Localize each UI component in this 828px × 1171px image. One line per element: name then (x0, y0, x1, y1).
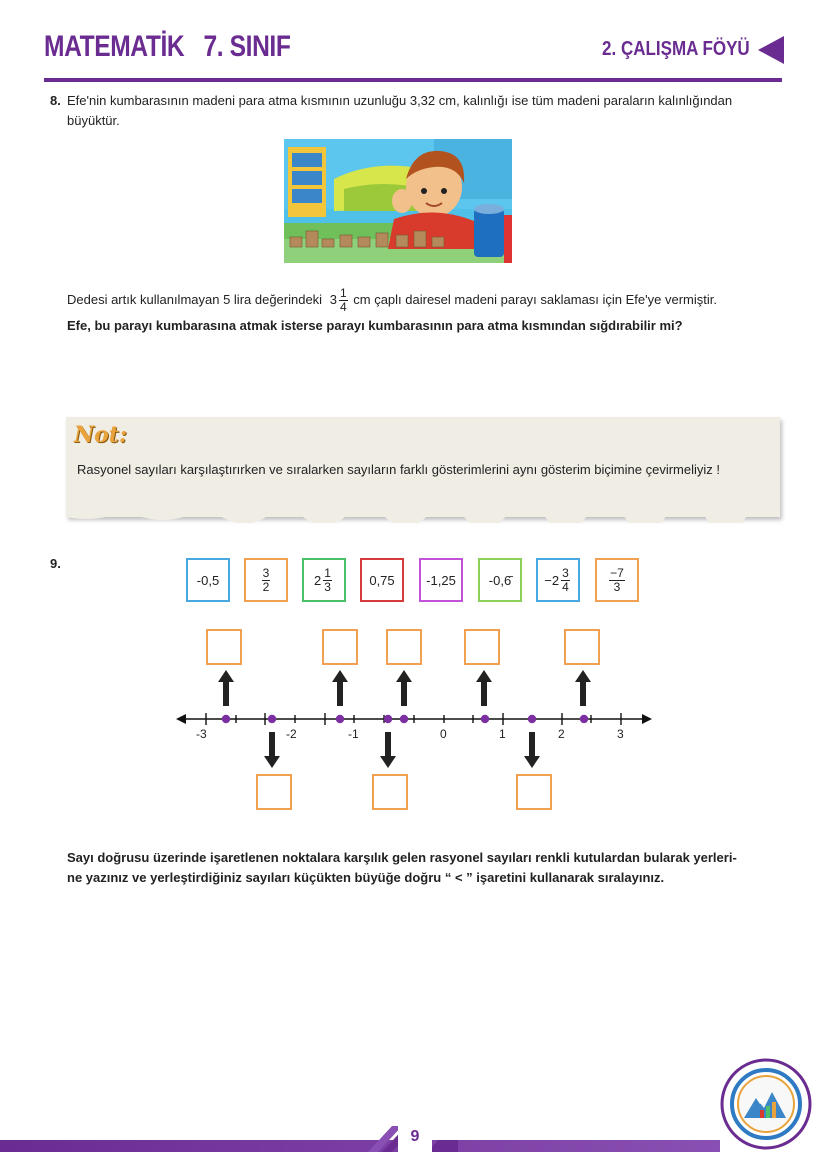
page-title (44, 30, 290, 64)
numerator: 1 (324, 565, 331, 580)
denominator: 4 (562, 579, 569, 594)
axis-label: 1 (499, 727, 506, 741)
note-title: Not: (74, 422, 128, 448)
point-dot (481, 715, 489, 723)
triangle-left-icon (758, 36, 784, 64)
value-box (244, 558, 288, 602)
numerator: 3 (262, 565, 270, 580)
instruction-line2: ne yazınız ve yerleştirdiğiniz sayıları küçükten büyüğe doğru “ < ” işaretini kullanarak sıralayınız. (67, 870, 665, 885)
question-8-question: Efe, bu parayı kumbarasına atmak isterse parayı kumbarasının para atma kısmından sığdırabilir mi? (67, 318, 683, 333)
subject-title: MATEMATİK (44, 30, 185, 63)
institution-logo (720, 1058, 812, 1150)
axis-label: 3 (617, 727, 624, 741)
question-8-line1: Efe'nin kumbarasının madeni para atma kısmının uzunluğu 3,32 cm, kalınlığı ise tüm madeni paraların kalınlığından (67, 93, 733, 108)
given-text-before: Dedesi artık kullanılmayan 5 lira değerindeki (67, 291, 323, 307)
value-box (302, 558, 346, 602)
question-8-text (67, 91, 787, 131)
question-8-line2: büyüktür. (67, 113, 120, 128)
value-box (186, 558, 230, 602)
numerator: −7 (610, 565, 624, 580)
question-8-number: 8. (50, 93, 61, 108)
fraction (561, 567, 570, 594)
mixed-whole: 3 (329, 291, 337, 307)
axis-arrow-right-icon (642, 714, 652, 724)
mixed-number (329, 286, 354, 314)
torn-edge (66, 513, 780, 523)
boy-with-coins-illustration (284, 139, 512, 263)
grade-title: 7. SINIF (203, 30, 291, 63)
mixed-whole: 2 (314, 572, 322, 588)
arrow-up-icon (218, 670, 234, 706)
question-9-number: 9. (50, 556, 61, 571)
axis-label: 2 (558, 727, 565, 741)
value-box (360, 558, 404, 602)
header-divider (44, 78, 782, 82)
question-9-instruction (67, 848, 737, 888)
value-text: -0,5 (196, 572, 220, 588)
note-text: Rasyonel sayıları karşılaştırırken ve sıralarken sayıların farklı gösterimlerini aynı gösterim biçimine çevirmeliyiz ! (77, 462, 720, 477)
given-text-after: cm çaplı dairesel madeni parayı saklaması için Efe'ye vermiştir. (353, 291, 717, 307)
denominator: 4 (339, 300, 347, 314)
value-box (419, 558, 463, 602)
mixed-whole: −2 (544, 572, 560, 588)
numerator: 3 (562, 565, 569, 580)
numerator: 1 (339, 286, 347, 300)
fraction (262, 567, 271, 594)
instruction-line1: Sayı doğrusu üzerinde işaretlenen noktalara karşılık gelen rasyonel sayıları renkli kutulardan bularak yerleri- (67, 850, 737, 865)
footer-bar (0, 1140, 720, 1152)
value-box (478, 558, 522, 602)
arrow-up-icon (575, 670, 591, 706)
axis-arrow-left-icon (176, 714, 186, 724)
denominator: 3 (613, 579, 621, 594)
denominator: 2 (262, 579, 270, 594)
point-dot (268, 715, 276, 723)
fraction (323, 567, 332, 594)
fraction (609, 567, 625, 594)
arrow-up-icon (332, 670, 348, 706)
sheet-title: 2. ÇALIŞMA FÖYÜ (602, 38, 750, 60)
axis-label: -2 (286, 727, 297, 741)
point-dot (580, 715, 588, 723)
value-text: 0,75 (369, 572, 395, 588)
point-dot (336, 715, 344, 723)
denominator: 3 (324, 579, 331, 594)
question-8-given (67, 287, 717, 314)
fraction (339, 287, 348, 314)
arrow-down-icon (380, 732, 396, 768)
arrow-down-icon (524, 732, 540, 768)
axis-label: -3 (196, 727, 207, 741)
arrow-up-icon (396, 670, 412, 706)
value-box (595, 558, 639, 602)
arrow-down-icon (264, 732, 280, 768)
value-text: -0,6̄ (488, 572, 512, 588)
axis-label: 0 (440, 727, 447, 741)
point-dot (528, 715, 536, 723)
number-line (170, 660, 660, 780)
point-dot (222, 715, 230, 723)
page-number: 9 (398, 1122, 432, 1152)
point-dot (400, 715, 408, 723)
value-box (536, 558, 580, 602)
arrow-up-icon (476, 670, 492, 706)
value-text: -1,25 (426, 572, 456, 588)
point-dot (384, 715, 392, 723)
axis-label: -1 (348, 727, 359, 741)
